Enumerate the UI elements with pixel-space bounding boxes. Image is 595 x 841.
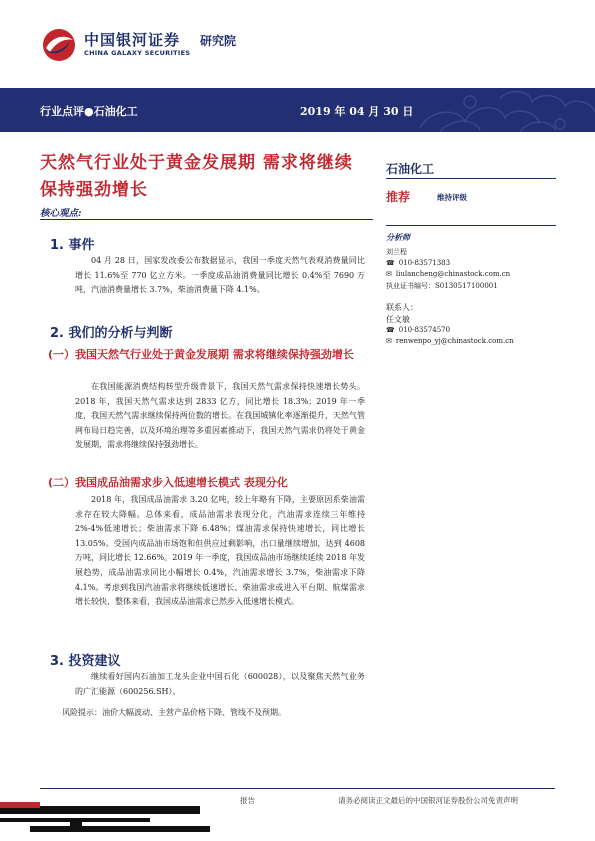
company-logo: [40, 26, 260, 66]
subheading-refined-oil: (二）我国成品油需求步入低速增长模式 表现分化: [48, 476, 288, 489]
contact-email[interactable]: renwenpo_yj@chinastock.com.cn: [395, 337, 514, 345]
analyst-email-row[interactable]: [386, 270, 510, 278]
company-name-cn: 中国银河证券: [84, 31, 181, 49]
email-icon: ✉: [386, 270, 392, 278]
contact-phone: 010-83574570: [398, 326, 451, 334]
paragraph-event: 04 月 28 日，国家发改委公布数据显示，我国一季度天然气表观消费量同比增长 11.6%至 770 亿立方米。一季度成品油消费量同比增长 0.4%至 7690 万吨，汽油消费量增长 3.7%，柴油消费量下降 4.1%。: [75, 256, 365, 295]
sidebar-sector: 石油化工: [386, 162, 435, 176]
analyst-email[interactable]: liulancheng@chinastock.com.cn: [395, 270, 511, 278]
footer-redaction-block: [0, 800, 210, 841]
paragraph-refined-oil: 2018 年，我国成品油需求 3.20 亿吨，较上年略有下降，主要原因系柴油需求存在较大降幅。总体来看，成品油需求表现分化，汽油需求连续三年维持 2%-4%低速增长；柴油需求下降 6.48%；煤油需求保持快速增长，同比增长 13.05%。受国内成品油市场饱和但供应过剩影响，出口量继续增加，达到 4608 万吨，同比增长 12.66%。2019 年一季度，我国成品油市场继续延续 2018 年发展趋势，成品油需求同比小幅增长 0.4%，汽油需求增长 3.7%，柴油需求下降 4.1%。考虑到我国汽油需求将继续低速增长、柴油需求或进入平台期、航煤需求增长较快，整体来看，我国成品油需求已然步入低速增长模式。: [75, 495, 365, 607]
footer-divider: [40, 788, 555, 789]
contact-heading: 联系人：: [386, 303, 418, 312]
company-name-en: CHINA GALAXY SECURITIES: [84, 49, 191, 57]
contact-name: 任文敏: [386, 315, 410, 324]
header-banner: [0, 88, 595, 132]
email-icon: ✉: [386, 337, 392, 345]
section-heading-investment: 3. 投资建议: [50, 654, 121, 669]
report-date: 2019 年 04 月 30 日: [300, 105, 414, 118]
contact-phone-row: [386, 326, 450, 334]
sidebar-divider: [386, 225, 556, 226]
footer-report: 报告: [240, 796, 255, 805]
analyst-license: 执业证书编号：S0130517100001: [386, 282, 498, 290]
analyst-name: 刘兰程: [386, 248, 407, 256]
divider: [40, 219, 373, 220]
galaxy-logo-icon: [40, 26, 78, 64]
footer-disclaimer: 请务必阅读正文最后的中国银河证券股份公司免责声明: [338, 796, 518, 805]
department-label: 研究院: [200, 34, 237, 48]
phone-icon: ☎: [386, 326, 395, 334]
analyst-phone: 010-83571383: [398, 259, 451, 267]
paragraph-investment: 继续看好国内石油加工龙头企业中国石化（600028），以及聚焦天然气业务的广汇能源（600256.SH）。: [75, 672, 365, 696]
analyst-phone-row: [386, 259, 450, 267]
analyst-heading: 分析师: [386, 232, 410, 242]
rating-note: 维持评级: [437, 193, 467, 202]
section-heading-analysis: 2. 我们的分析与判断: [50, 326, 173, 341]
section-heading-event: 1. 事件: [50, 238, 95, 253]
recommendation-rating: 推荐: [386, 190, 411, 204]
core-view-label: 核心观点:: [40, 208, 82, 219]
risk-warning: 风险提示：油价大幅波动、主营产品价格下降、管线不及预期。: [62, 708, 286, 717]
phone-icon: ☎: [386, 259, 395, 267]
paragraph-natural-gas: 在我国能源消费结构转型升级背景下，我国天然气需求保持快速增长势头。2018 年，我国天然气需求达到 2833 亿方，同比增长 18.3%；2019 年一季度，我国天然气需求继续保持两位数的增长。在我国城镇化率逐渐提升、天然气管网布局日趋完善，以及环境治理等多重因素推动下，我国天然气需求仍将处于黄金发展期，需求将继续保持强劲增长。: [75, 382, 365, 450]
subheading-natural-gas: (一）我国天然气行业处于黄金发展期 需求将继续保持强劲增长: [48, 348, 354, 361]
report-title: 天然气行业处于黄金发展期 需求将继续保持强劲增长: [40, 153, 353, 200]
contact-email-row[interactable]: [386, 337, 514, 345]
sidebar-divider: [386, 178, 556, 179]
report-category: 行业点评●石油化工: [40, 105, 138, 118]
